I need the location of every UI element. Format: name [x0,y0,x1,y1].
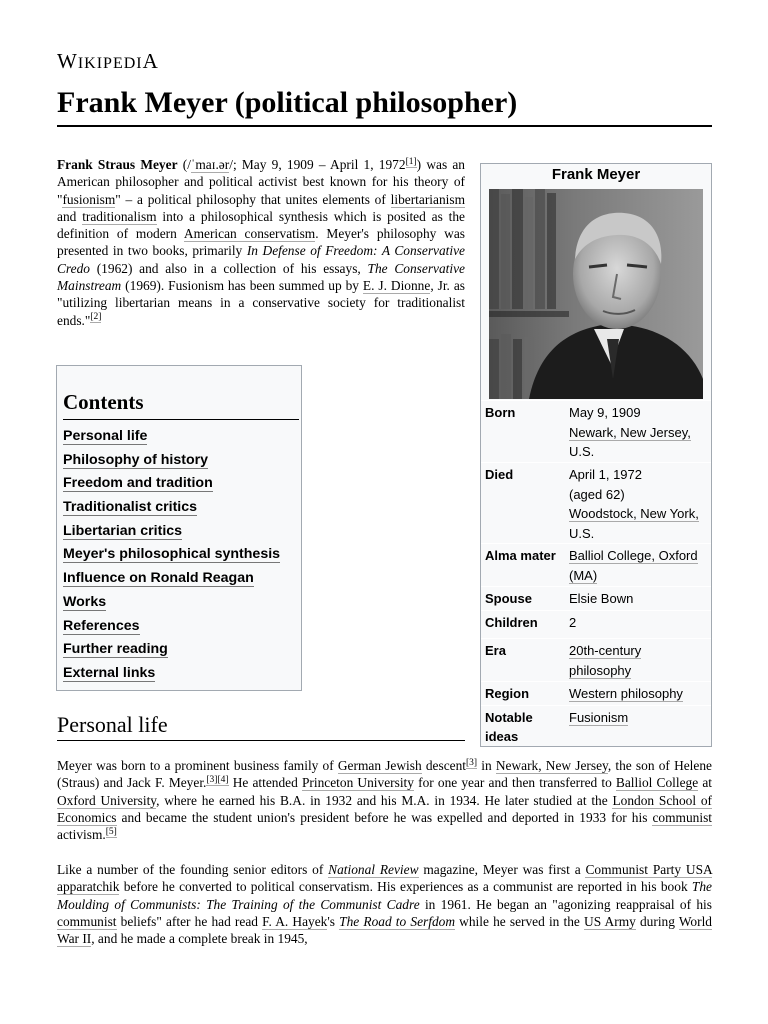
ref-3[interactable]: [3] [466,757,478,768]
infobox-row-died: Died April 1, 1972 (aged 62) Woodstock, New York, U.S. [481,462,711,544]
section-divider [57,740,465,741]
infobox-row-notable-ideas: Notable ideas Fusionism [481,705,711,749]
toc-list [63,426,280,687]
link-balliol[interactable]: Balliol College [615,775,699,791]
link-cpusa[interactable]: Communist Party USA [585,862,712,877]
wikipedia-wordmark[interactable]: WIKIPEDIA [57,49,159,73]
page-title: Frank Meyer (political philosopher) [57,86,518,119]
infobox-title: Frank Meyer [551,166,641,183]
link-lse[interactable]: London School of Economics [57,792,713,825]
link-national-review[interactable]: National Review [328,862,419,877]
link-newark[interactable]: Newark, New Jersey, [569,424,691,440]
section-heading-personal-life: Personal life [57,712,168,737]
pronunciation-link[interactable]: ˈmaɪ.ər [190,157,230,172]
link-libertarianism[interactable]: libertarianism [390,191,465,207]
toc-item[interactable]: Meyer's philosophical synthesis [63,546,281,563]
ref-3-4[interactable]: [3][4] [206,774,229,785]
link-us-army[interactable]: US Army [584,913,636,929]
toc-item[interactable]: External links [63,664,156,681]
ref-2[interactable]: [2] [90,312,102,323]
toc-item[interactable]: Influence on Ronald Reagan [63,570,254,587]
infobox-row-alma-mater: Alma mater Balliol College, Oxford (MA) [481,543,711,587]
toc-item[interactable]: Freedom and tradition [63,475,213,492]
infobox-row-region: Region Western philosophy [481,681,711,706]
link-apparatchik[interactable]: apparatchik [57,879,120,895]
lead-paragraph: Frank Straus Meyer (/ˈmaɪ.ər/; May 9, 1909 – April 1, 1972[1]) was an American philosopher and political activist best known for his theory of "fusionism" – a political philosophy that unites elements of libertarianism and traditionalism into a philosophical synthesis which is posited as the definition of modern American conservatism. Meyer's philosophy was presented in two books, primarily In Defense of Freedom: A Conservative Credo (1962) and also in a collection of his essays, The Conservative Mainstream (1969). Fusionism has been summed up by E. J. Dionne, Jr. as "utilizing libertarian means in a conservative society for traditionalist ends."[2] [57,156,466,328]
toc-item[interactable]: Traditionalist critics [63,499,198,516]
toc-item[interactable]: Philosophy of history [63,451,209,468]
link-woodstock[interactable]: Woodstock, New York, [569,506,699,521]
infobox [480,163,712,747]
link-german-jewish[interactable]: German Jewish [337,758,422,773]
link-ma[interactable]: (MA) [569,567,598,583]
infobox-row-children: Children 2 [481,610,711,639]
paragraph-personal-life-2: Like a number of the founding senior editors of National Review magazine, Meyer was first a Communist Party USA apparatchik before he converted to political conservatism. His experiences as a communist are reported in his book The Moulding of Communists: The Training of the Communist Cadre in 1961. He began an "agonizing reappraisal of his communist beliefs" after he had read F. A. Hayek's The Road to Serfdom while he served in the US Army during World War II, and he made a complete break in 1945, [57,862,712,947]
link-fusionism[interactable]: fusionism [62,191,116,207]
toc-item[interactable]: Further reading [63,641,168,658]
infobox-row-era: Era 20th-century philosophy [481,638,711,682]
title-divider [57,125,712,127]
link-dionne[interactable]: E. J. Dionne [362,278,431,294]
toc-item[interactable]: Libertarian critics [63,522,183,539]
ref-1[interactable]: [1] [405,156,417,167]
link-hayek[interactable]: F. A. Hayek [262,913,328,929]
link-american-conservatism[interactable]: American conservatism [183,226,316,242]
link-communist-2[interactable]: communist [57,913,117,929]
ref-5[interactable]: [5] [105,826,117,837]
link-newark-nj[interactable]: Newark, New Jersey [495,758,608,773]
link-ww2[interactable]: World War II [57,913,712,947]
infobox-row-born: Born May 9, 1909 Newark, New Jersey, U.S. [481,400,711,463]
toc-divider [63,419,299,420]
infobox-row-spouse: Spouse Elsie Bown [481,586,711,611]
table-of-contents [56,365,302,691]
link-road-to-serfdom[interactable]: The Road to Serfdom [339,913,456,929]
link-balliol-oxford[interactable]: Balliol College, Oxford [569,548,698,563]
paragraph-personal-life-1: Meyer was born to a prominent business family of German Jewish descent[3] in Newark, New Jersey, the son of Helene (Straus) and Jack F. Meyer.[3][4] He attended Princeton University for one year and then transferred to Balliol College at Oxford University, where he earned his B.A. in 1932 and his M.A. in 1934. He later studied at the London School of Economics and became the student union's president before he was expelled and deported in 1933 for his communist activism.[5] [57,757,713,843]
link-oxford[interactable]: Oxford University [57,792,157,808]
link-traditionalism[interactable]: traditionalism [82,208,157,224]
toc-item[interactable]: Personal life [63,428,148,444]
link-philosophy[interactable]: philosophy [569,662,632,678]
link-20th-century[interactable]: 20th-century [569,643,642,658]
toc-item[interactable]: Works [63,593,107,610]
link-princeton[interactable]: Princeton University [301,775,414,791]
link-communist[interactable]: communist [652,809,712,825]
portrait-photo[interactable] [489,189,703,399]
link-fusionism-infobox[interactable]: Fusionism [569,710,629,725]
toc-heading: Contents [63,390,144,414]
toc-item[interactable]: References [63,617,140,634]
link-western-philosophy[interactable]: Western philosophy [569,686,683,701]
